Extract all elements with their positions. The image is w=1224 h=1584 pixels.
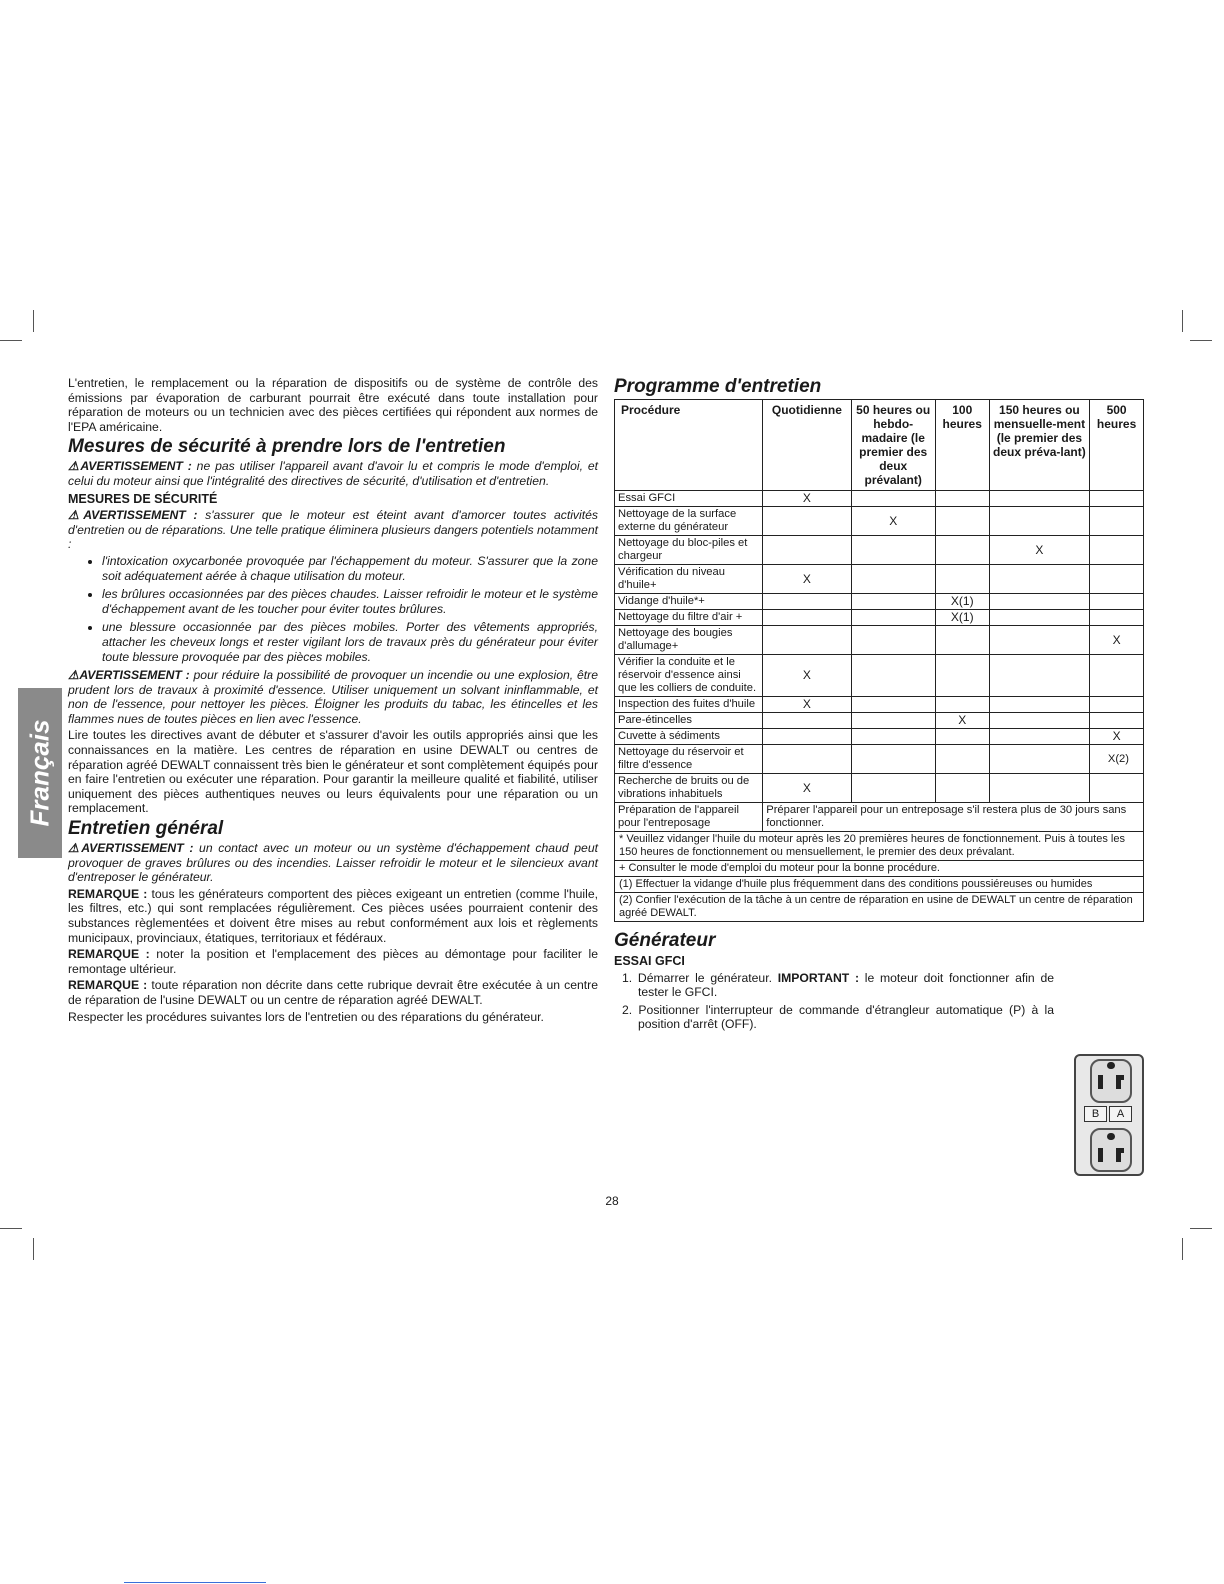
schedule-cell	[763, 610, 851, 626]
crop-mark	[1182, 1238, 1183, 1260]
crop-mark	[1182, 310, 1183, 332]
schedule-cell: X	[1090, 626, 1144, 655]
col-header-procedure: Procédure	[615, 400, 763, 491]
schedule-cell	[1090, 774, 1144, 803]
schedule-cell	[989, 594, 1090, 610]
schedule-cell: X	[763, 774, 851, 803]
schedule-cell: X	[1090, 729, 1144, 745]
schedule-cell	[1090, 697, 1144, 713]
schedule-cell	[851, 655, 935, 697]
schedule-cell	[1090, 594, 1144, 610]
procedure-cell: Recherche de bruits ou de vibrations inhabituels	[615, 774, 763, 803]
crop-mark	[1190, 1228, 1212, 1229]
storage-label: Préparation de l'appareil pour l'entreposage	[615, 803, 763, 832]
side-tab-label: Français	[24, 719, 55, 827]
storage-text: Préparer l'appareil pour un entreposage s'il restera plus de 30 jours sans fonctionner.	[763, 803, 1144, 832]
procedure-cell: Nettoyage des bougies d'allumage+	[615, 626, 763, 655]
schedule-cell	[1090, 713, 1144, 729]
respect-paragraph: Respecter les procédures suivantes lors de l'entretien ou des réparations du générateur.	[68, 1009, 544, 1024]
crop-mark	[0, 1228, 22, 1229]
heading-mesures: MESURES DE SÉCURITÉ	[68, 491, 218, 506]
schedule-cell: X	[763, 491, 851, 507]
schedule-cell	[989, 655, 1090, 697]
outlet-button-b: B	[1084, 1106, 1107, 1122]
table-row	[615, 774, 1144, 803]
schedule-cell: X	[763, 697, 851, 713]
table-row	[615, 594, 1144, 610]
schedule-cell	[763, 713, 851, 729]
hazard-list	[68, 554, 598, 664]
schedule-cell	[935, 655, 989, 697]
language-side-tab	[18, 688, 62, 858]
schedule-cell	[1090, 536, 1144, 565]
schedule-cell	[763, 729, 851, 745]
procedure-cell: Vidange d'huile*+	[615, 594, 763, 610]
schedule-cell	[935, 729, 989, 745]
table-note: (1) Effectuer la vidange d'huile plus fréquemment dans des conditions poussiéreuses ou humides	[615, 877, 1144, 893]
schedule-cell	[989, 491, 1090, 507]
table-row	[615, 565, 1144, 594]
table-row	[615, 626, 1144, 655]
table-row	[615, 610, 1144, 626]
schedule-cell	[851, 697, 935, 713]
gfci-step-1: 1. Démarrer le générateur. IMPORTANT : le moteur doit fonctionner afin de tester le GFCI.	[622, 970, 1054, 1000]
table-note-row	[615, 893, 1144, 922]
outlet-buttons	[1084, 1106, 1132, 1122]
gfci-outlet-illustration	[1074, 1054, 1144, 1176]
schedule-cell	[763, 594, 851, 610]
remark-1: REMARQUE : tous les générateurs comportent des pièces exigeant un entretien (comme l'huile, les filtres, etc.) qui sont remplacées régulièrement. Ces pièces usées pourraient contenir des substances règlementées et doivent être mises au rebut conformément aux lois et règlements municipaux, provinciaux, étatiques, territoriaux et fédéraux.	[68, 886, 598, 945]
procedure-cell: Nettoyage de la surface externe du générateur	[615, 507, 763, 536]
procedure-cell: Vérifier la conduite et le réservoir d'essence ainsi que les colliers de conduite.	[615, 655, 763, 697]
procedure-cell: Inspection des fuites d'huile	[615, 697, 763, 713]
col-header-150h: 150 heures ou mensuelle-ment (le premier des deux préva-lant)	[989, 400, 1090, 491]
schedule-cell	[851, 713, 935, 729]
schedule-cell	[935, 626, 989, 655]
schedule-cell	[989, 507, 1090, 536]
schedule-cell	[989, 610, 1090, 626]
schedule-cell: X	[763, 655, 851, 697]
footer-line	[124, 1582, 266, 1583]
table-note-row	[615, 832, 1144, 861]
procedure-cell: Cuvette à sédiments	[615, 729, 763, 745]
schedule-cell	[935, 536, 989, 565]
schedule-cell	[989, 565, 1090, 594]
warning-1: ⚠AVERTISSEMENT : ne pas utiliser l'appareil avant d'avoir lu et compris le mode d'emploi, et celui du moteur ainsi que l'intégralité des directives de sécurité, d'utilisation et d'entretien.	[68, 459, 598, 488]
schedule-cell	[935, 565, 989, 594]
warning-3: ⚠AVERTISSEMENT : pour réduire la possibilité de provoquer un incendie ou une explosion, être prudent lors de travaux à proximité d'essence. Utiliser uniquement un solvant ininflammable, et non de l'essence, pour nettoyer les pièces. Éloigner les produits du tabac, les étincelles et les flammes nues de toutes pièces en lien avec l'essence.	[68, 668, 598, 726]
col-header-daily: Quotidienne	[763, 400, 851, 491]
remark-3: REMARQUE : toute réparation non décrite dans cette rubrique devrait être exécutée à un centre de réparation de l'usine DEWALT ou un centre de réparation agréé DEWALT.	[68, 978, 598, 1007]
gfci-step-2: 2. Positionner l'interrupteur de commande d'étrangleur automatique (P) à la position d'arrêt (OFF).	[622, 1002, 1054, 1032]
heading-programme: Programme d'entretien	[614, 376, 822, 397]
schedule-cell	[1090, 491, 1144, 507]
directives-paragraph: Lire toutes les directives avant de débuter et s'assurer d'avoir les outils appropriés ainsi que les connaissances en la matière. Les centres de réparation en usine DEWALT ou centres de réparation agréé DEWALT connaissent très bien le générateur et sont complètement équipés pour en faire l'entretien ou exécuter une réparation. Pour garantir la meilleure qualité et fiabilité, utiliser uniquement des pièces authentiques neuves ou leurs équivalents pour une réparation ou un remplacement.	[68, 728, 598, 816]
heading-gfci: ESSAI GFCI	[614, 954, 685, 968]
procedure-cell: Essai GFCI	[615, 491, 763, 507]
crop-mark	[33, 1238, 34, 1260]
schedule-cell	[935, 697, 989, 713]
crop-mark	[0, 340, 22, 341]
schedule-cell	[989, 697, 1090, 713]
schedule-cell	[1090, 655, 1144, 697]
crop-mark	[1190, 340, 1212, 341]
table-header-row	[615, 400, 1144, 491]
schedule-cell: X	[989, 536, 1090, 565]
procedure-cell: Nettoyage du bloc-piles et chargeur	[615, 536, 763, 565]
table-row	[615, 697, 1144, 713]
schedule-cell	[851, 565, 935, 594]
table-note: + Consulter le mode d'emploi du moteur pour la bonne procédure.	[615, 861, 1144, 877]
schedule-cell: X	[763, 565, 851, 594]
schedule-cell	[1090, 507, 1144, 536]
schedule-cell: X	[851, 507, 935, 536]
col-header-100h: 100 heures	[935, 400, 989, 491]
schedule-cell	[763, 536, 851, 565]
schedule-cell	[851, 491, 935, 507]
outlet-button-a: A	[1109, 1106, 1132, 1122]
table-row	[615, 536, 1144, 565]
outlet-face-icon	[1090, 1059, 1132, 1103]
schedule-cell	[989, 745, 1090, 774]
procedure-cell: Nettoyage du filtre d'air +	[615, 610, 763, 626]
outlet-face-icon	[1090, 1128, 1132, 1172]
schedule-cell	[851, 626, 935, 655]
schedule-cell	[763, 626, 851, 655]
col-header-50h: 50 heures ou hebdo-madaire (le premier des deux prévalant)	[851, 400, 935, 491]
schedule-cell	[851, 729, 935, 745]
heading-safety: Mesures de sécurité à prendre lors de l'entretien	[68, 436, 506, 458]
gfci-steps	[614, 971, 1054, 1032]
schedule-cell	[851, 536, 935, 565]
procedure-cell: Nettoyage du réservoir et filtre d'essence	[615, 745, 763, 774]
col-header-500h: 500 heures	[1090, 400, 1144, 491]
procedure-cell: Pare-étincelles	[615, 713, 763, 729]
schedule-cell	[1090, 565, 1144, 594]
schedule-cell	[851, 594, 935, 610]
schedule-cell	[763, 745, 851, 774]
remark-2: REMARQUE : noter la position et l'emplacement des pièces au démontage pour faciliter le remontage ultérieur.	[68, 947, 598, 976]
warning-4: ⚠AVERTISSEMENT : un contact avec un moteur ou un système d'échappement chaud peut provoquer de graves brûlures ou des incendies. Laisser refroidir le moteur et le silencieux avant d'entreposer le générateur.	[68, 841, 598, 885]
maintenance-table	[614, 399, 1144, 922]
table-note: * Veuillez vidanger l'huile du moteur après les 20 premières heures de fonctionnement. Puis à toutes les 150 heures de fonctionnement ou mensuellement, le premier des deux prévalant.	[615, 832, 1144, 861]
warning-2: ⚠AVERTISSEMENT : s'assurer que le moteur est éteint avant d'amorcer toutes activités d'entretien ou de réparations. Une telle pratique éliminera plusieurs dangers potentiels notamment :	[68, 508, 598, 552]
table-row-storage	[615, 803, 1144, 832]
procedure-cell: Vérification du niveau d'huile+	[615, 565, 763, 594]
schedule-cell: X(1)	[935, 594, 989, 610]
table-row	[615, 745, 1144, 774]
schedule-cell	[935, 507, 989, 536]
schedule-cell	[763, 507, 851, 536]
schedule-cell	[851, 774, 935, 803]
schedule-cell	[851, 745, 935, 774]
schedule-cell	[851, 610, 935, 626]
schedule-cell	[935, 745, 989, 774]
schedule-cell	[935, 774, 989, 803]
table-row	[615, 655, 1144, 697]
list-item: • l'intoxication oxycarbonée provoquée par l'échappement du moteur. S'assurer que la zone soit adéquatement aérée à chaque utilisation du moteur.	[102, 554, 598, 583]
table-row	[615, 729, 1144, 745]
schedule-cell	[989, 713, 1090, 729]
table-row	[615, 713, 1144, 729]
table-row	[615, 507, 1144, 536]
list-item: • une blessure occasionnée par des pièces mobiles. Porter des vêtements appropriés, attacher les cheveux longs et rester vigilant lors de travaux près du générateur pour éviter toute blessure provoquée par des pièces mobiles.	[102, 620, 598, 664]
schedule-cell	[1090, 610, 1144, 626]
intro-paragraph: L'entretien, le remplacement ou la réparation de dispositifs ou de système de contrôle des émissions par évaporation de carburant pourrait être exécuté dans toute installation pour réparation de moteurs ou un technicien avec des pièces certifiées qui répondent aux normes de l'EPA américaine.	[68, 376, 598, 434]
table-note-row	[615, 877, 1144, 893]
left-column	[68, 376, 598, 1026]
schedule-cell	[989, 626, 1090, 655]
schedule-cell	[989, 729, 1090, 745]
page-number: 28	[605, 1194, 619, 1208]
right-column	[614, 376, 1146, 1034]
schedule-cell: X(2)	[1090, 745, 1144, 774]
schedule-cell: X	[935, 713, 989, 729]
schedule-cell	[935, 491, 989, 507]
table-note: (2) Confier l'exécution de la tâche à un centre de réparation en usine de DEWALT un centre de réparation agréé DEWALT.	[615, 893, 1144, 922]
table-row	[615, 491, 1144, 507]
heading-general: Entretien général	[68, 818, 224, 840]
list-item: • les brûlures occasionnées par des pièces chaudes. Laisser refroidir le moteur et le système d'échappement avant de les toucher pour éviter toutes brûlures.	[102, 587, 598, 616]
crop-mark	[33, 310, 34, 332]
table-note-row	[615, 861, 1144, 877]
heading-generateur: Générateur	[614, 930, 716, 951]
schedule-cell: X(1)	[935, 610, 989, 626]
schedule-cell	[989, 774, 1090, 803]
